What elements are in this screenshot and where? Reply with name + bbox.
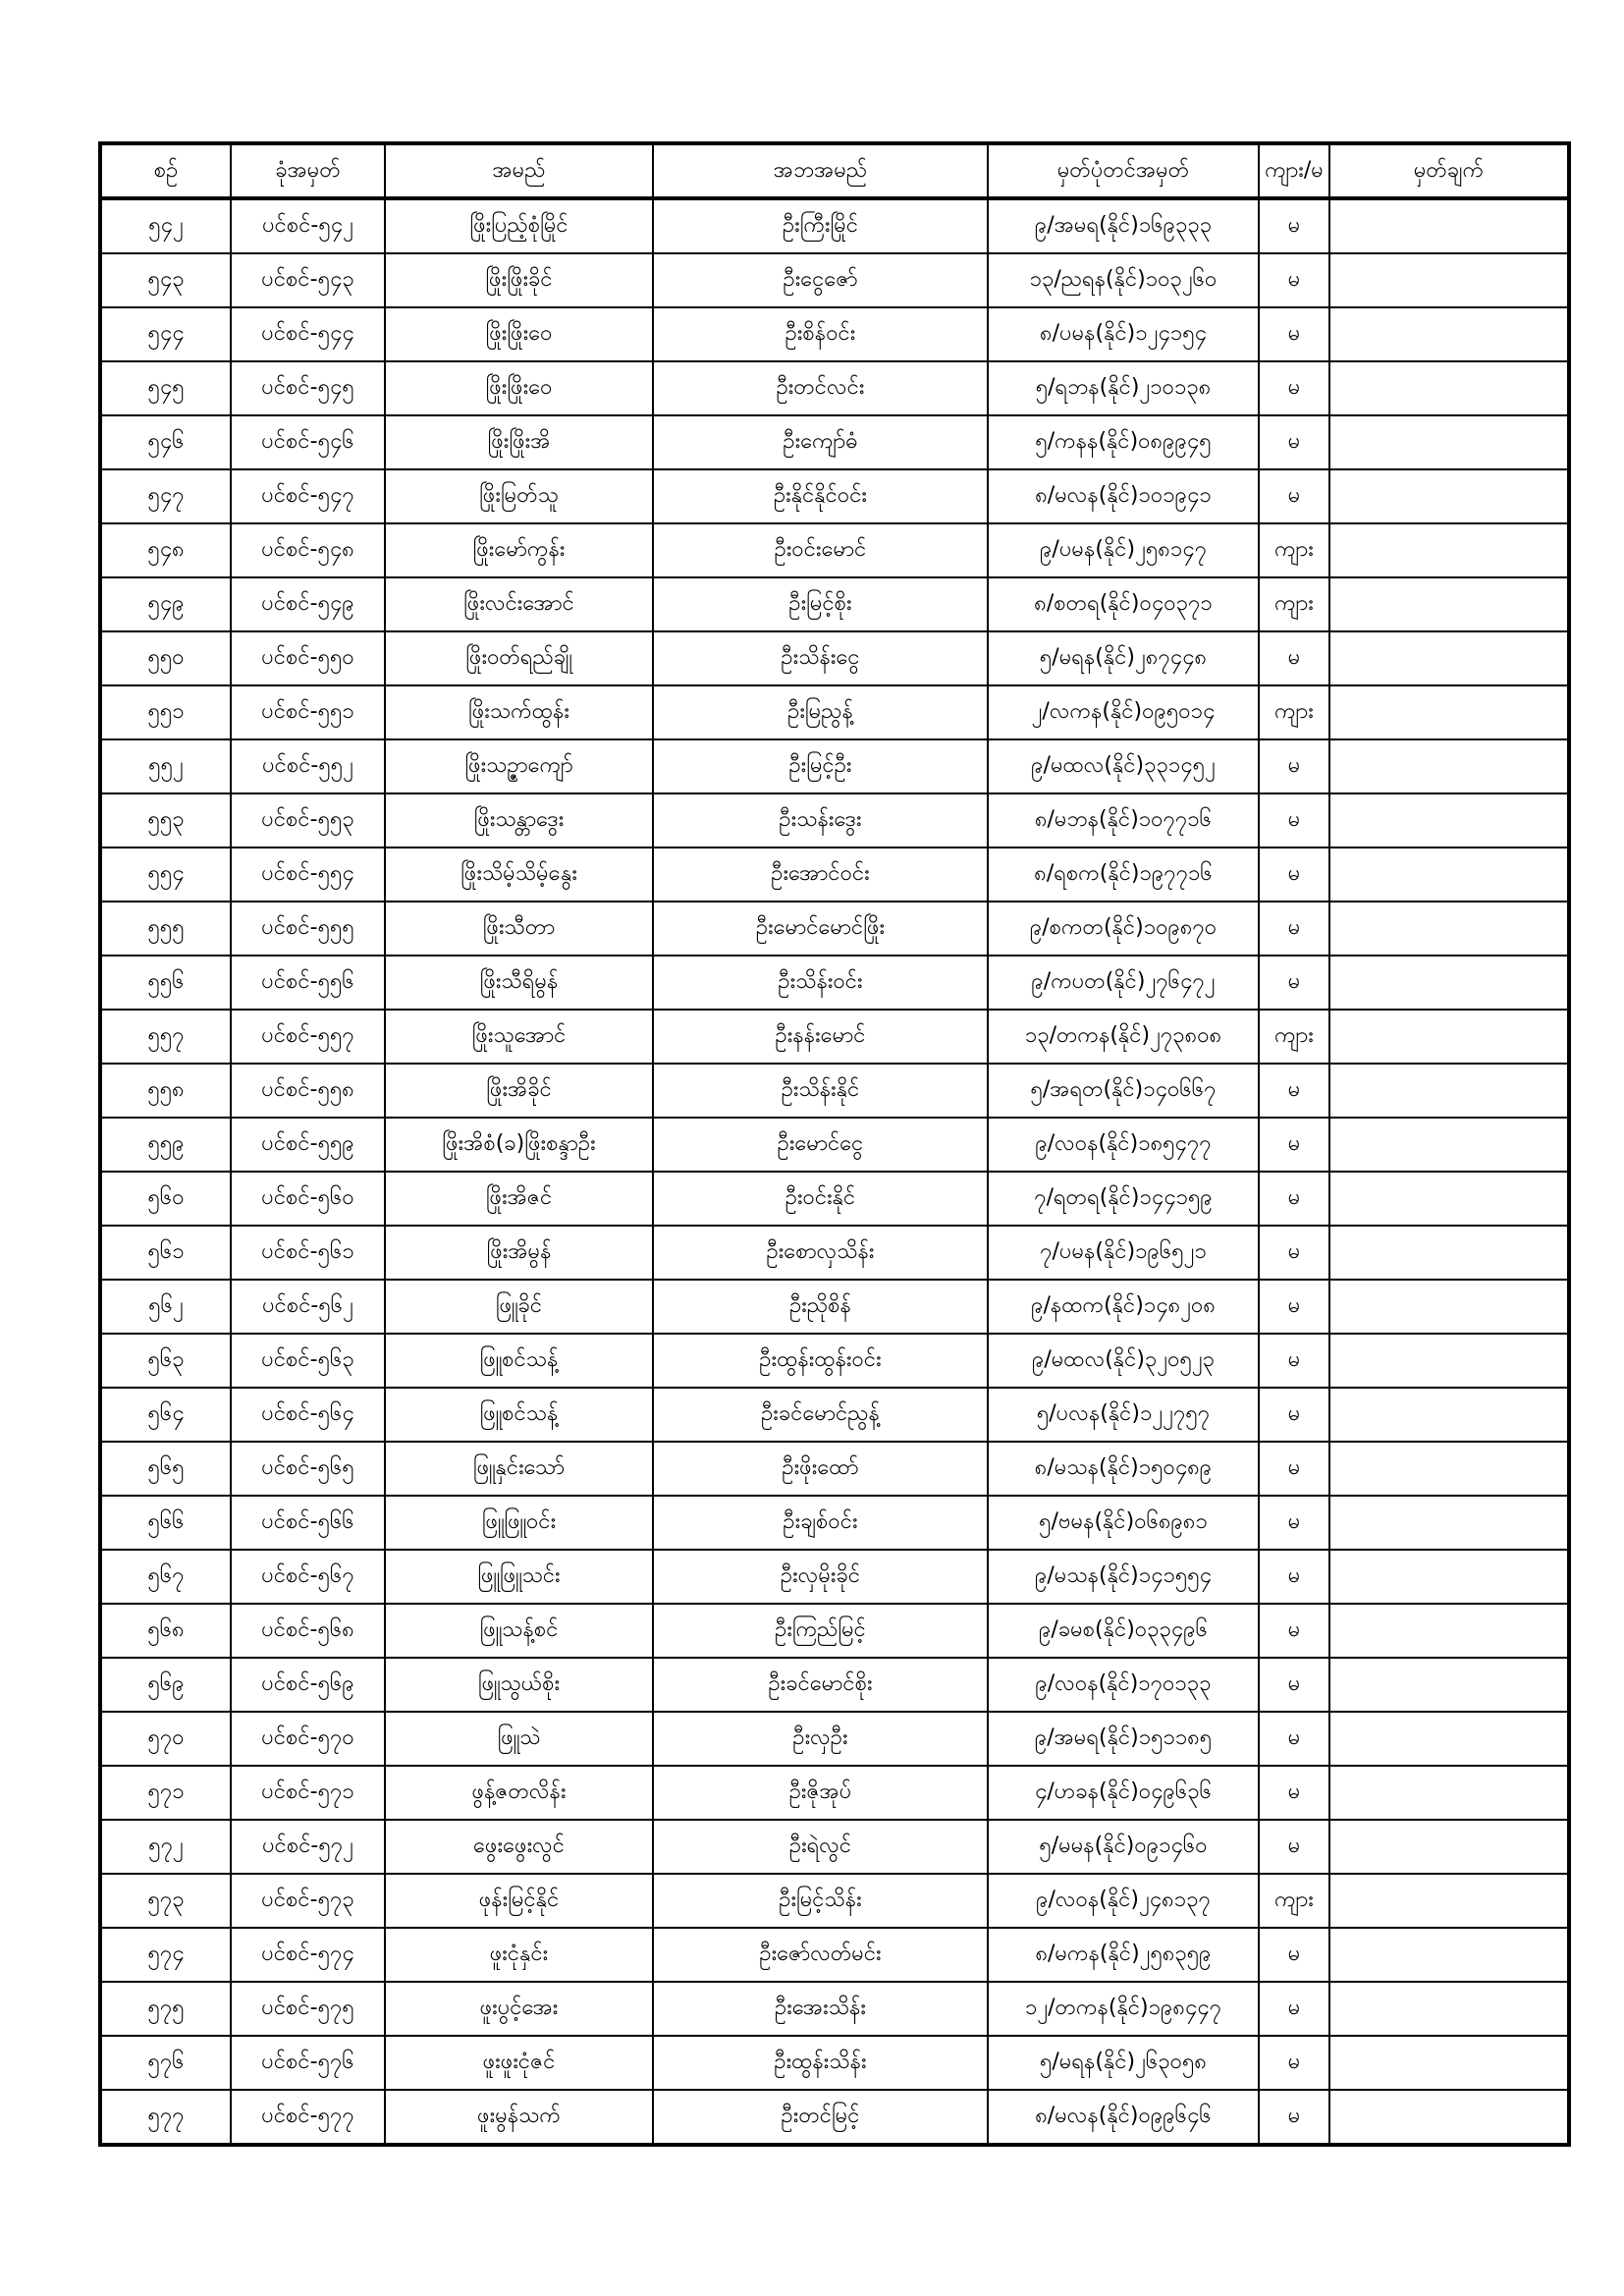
cell-serial-no: ၅၇၄ [100, 1928, 231, 1982]
cell-remark [1329, 1658, 1569, 1712]
cell-serial-no: ၅၇၇ [100, 2090, 231, 2145]
cell-roll-no: ပင်စင်-၅၆၁ [231, 1226, 385, 1280]
cell-roll-no: ပင်စင်-၅၇၅ [231, 1982, 385, 2036]
cell-nrc: ၅/မမန(နိုင်)၀၉၁၄၆၀ [988, 1820, 1259, 1874]
table-row [100, 1982, 1569, 2036]
cell-nrc: ၉/အမရ(နိုင်)၁၅၁၁၈၅ [988, 1712, 1259, 1766]
cell-father-name: ဦးစောလှသိန်း [653, 1226, 988, 1280]
cell-nrc: ၉/မထလ(နိုင်)၃၂၀၅၂၃ [988, 1334, 1259, 1388]
cell-remark [1329, 1550, 1569, 1604]
cell-name: ဖြိုးအိခိုင် [385, 1064, 653, 1118]
cell-name: ဖြူသန့်စင် [385, 1604, 653, 1658]
cell-roll-no: ပင်စင်-၅၇၃ [231, 1874, 385, 1928]
cell-sex: မ [1259, 793, 1329, 847]
cell-sex: မ [1259, 1658, 1329, 1712]
cell-nrc: ၈/မလန(နိုင်)၁၀၁၉၄၁ [988, 469, 1259, 523]
cell-nrc: ၁၃/ညရန(နိုင်)၁၀၃၂၆၀ [988, 253, 1259, 307]
table-row [100, 793, 1569, 847]
cell-nrc: ၇/ပမန(နိုင်)၁၉၆၅၂၁ [988, 1226, 1259, 1280]
cell-father-name: ဦးနန်းမောင် [653, 1010, 988, 1064]
header-father-name: အဘအမည် [653, 143, 988, 198]
table-row [100, 1118, 1569, 1172]
table-row [100, 1766, 1569, 1820]
cell-father-name: ဦးစိန်ဝင်း [653, 307, 988, 361]
cell-sex: မ [1259, 631, 1329, 685]
cell-nrc: ၉/အမရ(နိုင်)၁၆၉၃၃၃ [988, 198, 1259, 253]
table-body [100, 198, 1569, 2145]
cell-remark [1329, 2090, 1569, 2145]
header-name: အမည် [385, 143, 653, 198]
cell-father-name: ဦးသိန်းငွေ [653, 631, 988, 685]
cell-serial-no: ၅၄၉ [100, 577, 231, 631]
cell-roll-no: ပင်စင်-၅၄၈ [231, 523, 385, 577]
cell-father-name: ဦးထွန်းထွန်းဝင်း [653, 1334, 988, 1388]
cell-roll-no: ပင်စင်-၅၅၅ [231, 902, 385, 956]
cell-name: ဖြူခိုင် [385, 1280, 653, 1334]
cell-nrc: ၅/အရတ(နိုင်)၁၄၀၆၆၇ [988, 1064, 1259, 1118]
cell-name: ဖူးငုံနှင်း [385, 1928, 653, 1982]
cell-remark [1329, 253, 1569, 307]
cell-serial-no: ၅၅၆ [100, 956, 231, 1010]
cell-father-name: ဦးဇိုအုပ် [653, 1766, 988, 1820]
table-row [100, 685, 1569, 739]
cell-remark [1329, 1604, 1569, 1658]
cell-sex: မ [1259, 1712, 1329, 1766]
cell-serial-no: ၅၇၅ [100, 1982, 231, 2036]
cell-name: ဖြိုးလင်းအောင် [385, 577, 653, 631]
cell-sex: မ [1259, 1820, 1329, 1874]
table-row [100, 1334, 1569, 1388]
table-row [100, 1712, 1569, 1766]
header-serial-no: စဉ် [100, 143, 231, 198]
cell-serial-no: ၅၅၄ [100, 847, 231, 902]
table-row [100, 847, 1569, 902]
cell-father-name: ဦးနိုင်နိုင်ဝင်း [653, 469, 988, 523]
cell-father-name: ဦးသန်းဒွေး [653, 793, 988, 847]
cell-remark [1329, 415, 1569, 469]
cell-roll-no: ပင်စင်-၅၅၂ [231, 739, 385, 793]
cell-nrc: ၇/ရတရ(နိုင်)၁၄၄၁၅၉ [988, 1172, 1259, 1226]
cell-roll-no: ပင်စင်-၅၅၉ [231, 1118, 385, 1172]
cell-name: ဖြိုးဖြိုးဝေ [385, 307, 653, 361]
cell-name: ဖြိုးမော်ကွန်း [385, 523, 653, 577]
table-row [100, 1064, 1569, 1118]
cell-nrc: ၄/ဟခန(နိုင်)၀၄၉၆၃၆ [988, 1766, 1259, 1820]
cell-father-name: ဦးဝင်းနိုင် [653, 1172, 988, 1226]
table-row [100, 1388, 1569, 1442]
cell-remark [1329, 685, 1569, 739]
cell-serial-no: ၅၅၇ [100, 1010, 231, 1064]
cell-nrc: ၉/လဝန(နိုင်)၁၈၅၄၇၇ [988, 1118, 1259, 1172]
cell-roll-no: ပင်စင်-၅၆၇ [231, 1550, 385, 1604]
cell-remark [1329, 1280, 1569, 1334]
cell-roll-no: ပင်စင်-၅၆၃ [231, 1334, 385, 1388]
cell-father-name: ဦးသိန်းဝင်း [653, 956, 988, 1010]
cell-father-name: ဦးဝင်းမောင် [653, 523, 988, 577]
cell-name: ဖွေးဖွေးလွင် [385, 1820, 653, 1874]
cell-father-name: ဦးလှမိုးခိုင် [653, 1550, 988, 1604]
cell-name: ဖြူဖြူဝင်း [385, 1496, 653, 1550]
cell-serial-no: ၅၆၆ [100, 1496, 231, 1550]
cell-name: ဖြိုးဝတ်ရည်ချို [385, 631, 653, 685]
cell-serial-no: ၅၇၁ [100, 1766, 231, 1820]
cell-nrc: ၅/မရန(နိုင်)၂၈၇၄၄၈ [988, 631, 1259, 685]
cell-sex: မ [1259, 1766, 1329, 1820]
cell-remark [1329, 198, 1569, 253]
cell-serial-no: ၅၅၃ [100, 793, 231, 847]
cell-remark [1329, 307, 1569, 361]
cell-father-name: ဦးမြင့်စိုး [653, 577, 988, 631]
cell-sex: မ [1259, 1388, 1329, 1442]
table-row [100, 198, 1569, 253]
cell-nrc: ၉/စကတ(နိုင်)၁၀၉၈၇၀ [988, 902, 1259, 956]
cell-remark [1329, 739, 1569, 793]
cell-name: ဖူးပွင့်အေး [385, 1982, 653, 2036]
table-row [100, 1550, 1569, 1604]
cell-sex: မ [1259, 469, 1329, 523]
cell-serial-no: ၅၆၅ [100, 1442, 231, 1496]
table-row [100, 1658, 1569, 1712]
table-row [100, 1172, 1569, 1226]
cell-serial-no: ၅၆၂ [100, 1280, 231, 1334]
cell-roll-no: ပင်စင်-၅၇၇ [231, 2090, 385, 2145]
table-row [100, 469, 1569, 523]
cell-roll-no: ပင်စင်-၅၇၁ [231, 1766, 385, 1820]
cell-father-name: ဦးချစ်ဝင်း [653, 1496, 988, 1550]
cell-name: ဖြူစင်သန့် [385, 1388, 653, 1442]
cell-name: ဖူးဖူးငုံဇင် [385, 2036, 653, 2090]
cell-serial-no: ၅၄၅ [100, 361, 231, 415]
roster-table [98, 141, 1571, 2147]
cell-sex: မ [1259, 1982, 1329, 2036]
cell-serial-no: ၅၄၃ [100, 253, 231, 307]
cell-nrc: ၉/မထလ(နိုင်)၃၃၁၄၅၂ [988, 739, 1259, 793]
cell-name: ဖူးမွန်သက် [385, 2090, 653, 2145]
cell-sex: ကျား [1259, 1010, 1329, 1064]
cell-nrc: ၅/မရန(နိုင်)၂၆၃၀၅၈ [988, 2036, 1259, 2090]
cell-name: ဖုန်းမြင့်နိုင် [385, 1874, 653, 1928]
cell-remark [1329, 523, 1569, 577]
cell-nrc: ၉/မသန(နိုင်)၁၄၁၅၅၄ [988, 1550, 1259, 1604]
cell-father-name: ဦးဖိုးထော် [653, 1442, 988, 1496]
cell-sex: မ [1259, 956, 1329, 1010]
cell-nrc: ၈/ရစက(နိုင်)၁၉၇၇၁၆ [988, 847, 1259, 902]
cell-name: ဖွန့်ဇတလိန်း [385, 1766, 653, 1820]
cell-remark [1329, 793, 1569, 847]
cell-father-name: ဦးအေးသိန်း [653, 1982, 988, 2036]
cell-serial-no: ၅၅၂ [100, 739, 231, 793]
cell-sex: မ [1259, 1172, 1329, 1226]
cell-roll-no: ပင်စင်-၅၅၁ [231, 685, 385, 739]
cell-serial-no: ၅၆၇ [100, 1550, 231, 1604]
cell-name: ဖြိုးသီရိမွန် [385, 956, 653, 1010]
cell-name: ဖြိုးမြတ်သူ [385, 469, 653, 523]
cell-roll-no: ပင်စင်-၅၄၇ [231, 469, 385, 523]
cell-sex: ကျား [1259, 1874, 1329, 1928]
cell-remark [1329, 1388, 1569, 1442]
cell-father-name: ဦးအောင်ဝင်း [653, 847, 988, 902]
cell-sex: မ [1259, 1496, 1329, 1550]
cell-roll-no: ပင်စင်-၅၇၂ [231, 1820, 385, 1874]
cell-roll-no: ပင်စင်-၅၅၃ [231, 793, 385, 847]
cell-remark [1329, 1064, 1569, 1118]
cell-serial-no: ၅၄၈ [100, 523, 231, 577]
cell-father-name: ဦးကြည်မြင့် [653, 1604, 988, 1658]
cell-sex: မ [1259, 1928, 1329, 1982]
header-roll-no: ခုံအမှတ် [231, 143, 385, 198]
table-row [100, 1820, 1569, 1874]
cell-roll-no: ပင်စင်-၅၆၆ [231, 1496, 385, 1550]
cell-roll-no: ပင်စင်-၅၄၃ [231, 253, 385, 307]
cell-remark [1329, 2036, 1569, 2090]
cell-serial-no: ၅၅၈ [100, 1064, 231, 1118]
cell-father-name: ဦးထွန်းသိန်း [653, 2036, 988, 2090]
table-row [100, 956, 1569, 1010]
cell-name: ဖြိုးပြည့်စုံမြိုင် [385, 198, 653, 253]
cell-father-name: ဦးသိန်းနိုင် [653, 1064, 988, 1118]
cell-serial-no: ၅၄၆ [100, 415, 231, 469]
cell-serial-no: ၅၇၂ [100, 1820, 231, 1874]
cell-father-name: ဦးညိုစိန် [653, 1280, 988, 1334]
cell-name: ဖြူသွယ်စိုး [385, 1658, 653, 1712]
table-row [100, 361, 1569, 415]
cell-sex: မ [1259, 198, 1329, 253]
cell-roll-no: ပင်စင်-၅၇၄ [231, 1928, 385, 1982]
cell-nrc: ၅/ပလန(နိုင်)၁၂၂၇၅၇ [988, 1388, 1259, 1442]
cell-father-name: ဦးကြီးမြိုင် [653, 198, 988, 253]
cell-roll-no: ပင်စင်-၅၅၇ [231, 1010, 385, 1064]
cell-roll-no: ပင်စင်-၅၅၀ [231, 631, 385, 685]
cell-roll-no: ပင်စင်-၅၆၄ [231, 1388, 385, 1442]
cell-remark [1329, 1982, 1569, 2036]
cell-name: ဖြိုးဖြိုးဝေ [385, 361, 653, 415]
cell-name: ဖြိုးဖြိုးခိုင် [385, 253, 653, 307]
cell-father-name: ဦးခင်မောင်ညွန့် [653, 1388, 988, 1442]
cell-father-name: ဦးတင်လင်း [653, 361, 988, 415]
header-row [100, 143, 1569, 198]
cell-sex: မ [1259, 253, 1329, 307]
cell-roll-no: ပင်စင်-၅၇၀ [231, 1712, 385, 1766]
cell-remark [1329, 1442, 1569, 1496]
cell-nrc: ၉/ကပတ(နိုင်)၂၇၆၄၇၂ [988, 956, 1259, 1010]
cell-father-name: ဦးခင်မောင်စိုး [653, 1658, 988, 1712]
cell-father-name: ဦးမြညွန့် [653, 685, 988, 739]
cell-serial-no: ၅၆၈ [100, 1604, 231, 1658]
cell-roll-no: ပင်စင်-၅၆၈ [231, 1604, 385, 1658]
cell-remark [1329, 361, 1569, 415]
cell-name: ဖြိုးအိမွန် [385, 1226, 653, 1280]
cell-sex: မ [1259, 1118, 1329, 1172]
cell-serial-no: ၅၆၃ [100, 1334, 231, 1388]
cell-roll-no: ပင်စင်-၅၄၄ [231, 307, 385, 361]
cell-nrc: ၈/ပမန(နိုင်)၁၂၄၁၅၄ [988, 307, 1259, 361]
cell-remark [1329, 1928, 1569, 1982]
cell-name: ဖြူသဲ [385, 1712, 653, 1766]
cell-nrc: ၈/မဘန(နိုင်)၁၀၇၇၁၆ [988, 793, 1259, 847]
cell-remark [1329, 1712, 1569, 1766]
cell-sex: မ [1259, 1604, 1329, 1658]
cell-roll-no: ပင်စင်-၅၅၄ [231, 847, 385, 902]
cell-serial-no: ၅၅၁ [100, 685, 231, 739]
table-row [100, 415, 1569, 469]
cell-roll-no: ပင်စင်-၅၅၈ [231, 1064, 385, 1118]
cell-father-name: ဦးမောင်မောင်ဖြိုး [653, 902, 988, 956]
cell-name: ဖြူနှင်းသော် [385, 1442, 653, 1496]
table-row [100, 1928, 1569, 1982]
cell-roll-no: ပင်စင်-၅၄၂ [231, 198, 385, 253]
cell-roll-no: ပင်စင်-၅၅၆ [231, 956, 385, 1010]
table-row [100, 1496, 1569, 1550]
cell-remark [1329, 956, 1569, 1010]
cell-remark [1329, 469, 1569, 523]
cell-nrc: ၉/ခမစ(နိုင်)၀၃၃၄၉၆ [988, 1604, 1259, 1658]
cell-sex: မ [1259, 1442, 1329, 1496]
cell-name: ဖြူဖြူသင်း [385, 1550, 653, 1604]
cell-nrc: ၅/ကနန(နိုင်)၀၈၉၉၄၅ [988, 415, 1259, 469]
table-row [100, 307, 1569, 361]
table-row [100, 1280, 1569, 1334]
cell-father-name: ဦးငွေဇော် [653, 253, 988, 307]
cell-nrc: ၁၃/တကန(နိုင်)၂၇၃၈၀၈ [988, 1010, 1259, 1064]
table-row [100, 631, 1569, 685]
cell-name: ဖြိုးဖြိုးအိ [385, 415, 653, 469]
cell-sex: မ [1259, 847, 1329, 902]
header-nrc: မှတ်ပုံတင်အမှတ် [988, 143, 1259, 198]
table-row [100, 902, 1569, 956]
cell-serial-no: ၅၆၁ [100, 1226, 231, 1280]
cell-name: ဖြိုးသိမ့်သိမ့်နွေး [385, 847, 653, 902]
cell-nrc: ၈/စတရ(နိုင်)၀၄၀၃၇၁ [988, 577, 1259, 631]
cell-sex: မ [1259, 902, 1329, 956]
table-row [100, 739, 1569, 793]
cell-roll-no: ပင်စင်-၅၆၅ [231, 1442, 385, 1496]
cell-nrc: ၅/ဗမန(နိုင်)၀၆၈၉၈၁ [988, 1496, 1259, 1550]
cell-serial-no: ၅၇၆ [100, 2036, 231, 2090]
table-header [100, 143, 1569, 198]
cell-sex: မ [1259, 1064, 1329, 1118]
table-row [100, 1604, 1569, 1658]
cell-name: ဖြိုးသူအောင် [385, 1010, 653, 1064]
cell-remark [1329, 631, 1569, 685]
cell-father-name: ဦးကျော်ဓံ [653, 415, 988, 469]
cell-name: ဖြိုးအိစံ(ခ)ဖြိုးစန္ဒာဦး [385, 1118, 653, 1172]
cell-nrc: ၂/လကန(နိုင်)၀၉၅၀၁၄ [988, 685, 1259, 739]
cell-nrc: ၈/မကန(နိုင်)၂၅၈၃၅၉ [988, 1928, 1259, 1982]
cell-serial-no: ၅၅၅ [100, 902, 231, 956]
cell-name: ဖြိုးအိဇင် [385, 1172, 653, 1226]
cell-remark [1329, 1496, 1569, 1550]
cell-father-name: ဦးမြင့်ဦး [653, 739, 988, 793]
cell-name: ဖြူစင်သန့် [385, 1334, 653, 1388]
cell-father-name: ဦးရဲလွင် [653, 1820, 988, 1874]
cell-sex: မ [1259, 415, 1329, 469]
cell-sex: မ [1259, 739, 1329, 793]
table-row [100, 2090, 1569, 2145]
cell-remark [1329, 1766, 1569, 1820]
cell-remark [1329, 1118, 1569, 1172]
cell-name: ဖြိုးသက်ထွန်း [385, 685, 653, 739]
cell-serial-no: ၅၅၉ [100, 1118, 231, 1172]
cell-nrc: ၉/ပမန(နိုင်)၂၅၈၁၄၇ [988, 523, 1259, 577]
cell-remark [1329, 1226, 1569, 1280]
cell-remark [1329, 1874, 1569, 1928]
cell-serial-no: ၅၇၀ [100, 1712, 231, 1766]
cell-serial-no: ၅၄၇ [100, 469, 231, 523]
table-row [100, 2036, 1569, 2090]
cell-roll-no: ပင်စင်-၅၆၉ [231, 1658, 385, 1712]
cell-serial-no: ၅၆၄ [100, 1388, 231, 1442]
cell-sex: ကျား [1259, 523, 1329, 577]
cell-remark [1329, 902, 1569, 956]
cell-roll-no: ပင်စင်-၅၄၆ [231, 415, 385, 469]
cell-nrc: ၈/မသန(နိုင်)၁၅၀၄၈၉ [988, 1442, 1259, 1496]
cell-nrc: ၁၂/တကန(နိုင်)၁၉၈၄၄၇ [988, 1982, 1259, 2036]
cell-serial-no: ၅၅၀ [100, 631, 231, 685]
table-row [100, 1226, 1569, 1280]
cell-roll-no: ပင်စင်-၅၄၉ [231, 577, 385, 631]
cell-sex: မ [1259, 2036, 1329, 2090]
cell-nrc: ၅/ရဘန(နိုင်)၂၁၀၁၃၈ [988, 361, 1259, 415]
cell-roll-no: ပင်စင်-၅၄၅ [231, 361, 385, 415]
table-row [100, 1874, 1569, 1928]
cell-father-name: ဦးဇော်လတ်မင်း [653, 1928, 988, 1982]
cell-remark [1329, 847, 1569, 902]
cell-father-name: ဦးတင်မြင့် [653, 2090, 988, 2145]
cell-sex: မ [1259, 1226, 1329, 1280]
cell-nrc: ၉/လဝန(နိုင်)၁၇၀၁၃၃ [988, 1658, 1259, 1712]
cell-father-name: ဦးမောင်ငွေ [653, 1118, 988, 1172]
cell-sex: ကျား [1259, 685, 1329, 739]
cell-sex: မ [1259, 2090, 1329, 2145]
header-sex: ကျား/မ [1259, 143, 1329, 198]
cell-remark [1329, 1820, 1569, 1874]
table-row [100, 1010, 1569, 1064]
cell-remark [1329, 1010, 1569, 1064]
cell-serial-no: ၅၄၄ [100, 307, 231, 361]
table-row [100, 577, 1569, 631]
cell-name: ဖြိုးသီတာ [385, 902, 653, 956]
cell-name: ဖြိုးသဉ္ဇာကျော် [385, 739, 653, 793]
table-row [100, 253, 1569, 307]
cell-roll-no: ပင်စင်-၅၆၂ [231, 1280, 385, 1334]
cell-sex: မ [1259, 307, 1329, 361]
cell-roll-no: ပင်စင်-၅၇၆ [231, 2036, 385, 2090]
cell-remark [1329, 1334, 1569, 1388]
header-remark: မှတ်ချက် [1329, 143, 1569, 198]
cell-serial-no: ၅၆၉ [100, 1658, 231, 1712]
cell-sex: မ [1259, 361, 1329, 415]
cell-serial-no: ၅၆၀ [100, 1172, 231, 1226]
cell-serial-no: ၅၄၂ [100, 198, 231, 253]
cell-sex: မ [1259, 1280, 1329, 1334]
cell-sex: မ [1259, 1550, 1329, 1604]
cell-sex: မ [1259, 1334, 1329, 1388]
cell-nrc: ၉/နထက(နိုင်)၁၄၈၂၀၈ [988, 1280, 1259, 1334]
cell-remark [1329, 577, 1569, 631]
cell-roll-no: ပင်စင်-၅၆၀ [231, 1172, 385, 1226]
cell-nrc: ၈/မလန(နိုင်)၀၉၉၆၄၆ [988, 2090, 1259, 2145]
cell-nrc: ၉/လဝန(နိုင်)၂၄၈၁၃၇ [988, 1874, 1259, 1928]
cell-father-name: ဦးလှဦး [653, 1712, 988, 1766]
cell-serial-no: ၅၇၃ [100, 1874, 231, 1928]
cell-name: ဖြိုးသန္တာဒွေး [385, 793, 653, 847]
cell-remark [1329, 1172, 1569, 1226]
cell-father-name: ဦးမြင့်သိန်း [653, 1874, 988, 1928]
table-row [100, 1442, 1569, 1496]
table-row [100, 523, 1569, 577]
cell-sex: ကျား [1259, 577, 1329, 631]
